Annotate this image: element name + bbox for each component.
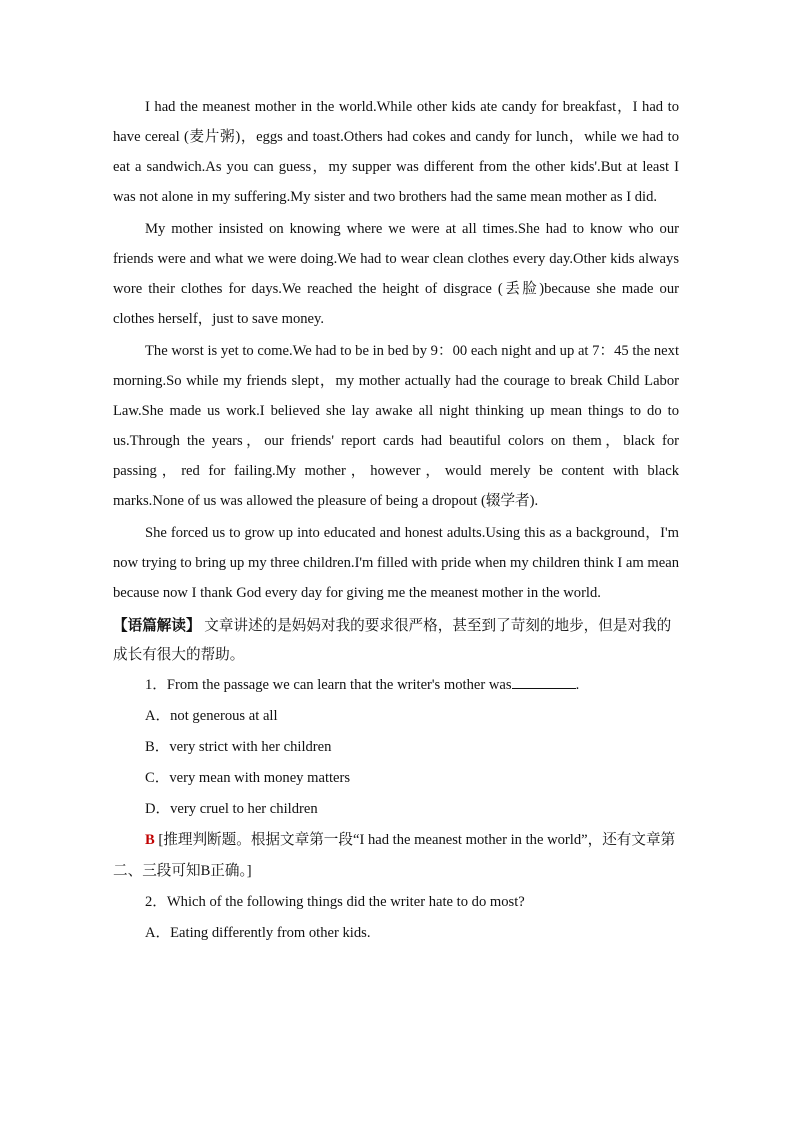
analysis-text: 文章讲述的是妈妈对我的要求很严格，甚至到了苛刻的地步，但是对我的成长有很大的帮助。: [113, 618, 672, 663]
question-1-answer: [113, 825, 679, 887]
question-1-option-b: B．very strict with her children: [145, 739, 332, 755]
passage-paragraph-4: She forced us to grow up into educated and honest adults.Using this as a background，I'm now trying to bring up my three children.I'm filled with pride when my children think I am mean because now I thank God every day for giving me the meanest mother in the world.: [113, 525, 679, 601]
reading-passage: [113, 92, 679, 608]
question-1-stem-end: .: [575, 677, 580, 693]
question-2-option-a: A．Eating differently from other kids.: [145, 925, 371, 941]
question-1-option-a: A．not generous at all: [145, 708, 278, 724]
question-1-explanation: [推理判断题。根据文章第一段“I had the meanest mother in the world”，还有文章第二、三段可知B正确。]: [113, 832, 676, 879]
question-2: [113, 887, 679, 949]
passage-paragraph-1: I had the meanest mother in the world.While other kids ate candy for breakfast，I had to have cereal (麦片粥)，eggs and toast.Others had cokes and candy for lunch，while we had to eat a sandwich.As you can guess，my supper was different from the other kids'.But at least I was not alone in my suffering.My sister and two brothers had the same mean mother as I did.: [113, 99, 679, 205]
passage-paragraph-3: The worst is yet to come.We had to be in bed by 9：00 each night and up at 7：45 the next morning.So while my friends slept，my mother actually had the courage to break Child Labor Law.She made us work.I believed she lay awake all night thinking up mean things to do to us.Through the years，our friends' report cards had beautiful colors on them，black for passing，red for failing.My mother，however，would merely be content with black marks.None of us was allowed the pleasure of being a dropout (辍学者).: [113, 343, 679, 509]
question-1-option-c: C．very mean with money matters: [145, 770, 351, 786]
question-2-stem: 2．Which of the following things did the writer hate to do most?: [145, 894, 525, 910]
analysis-label: 【语篇解读】: [113, 618, 201, 634]
passage-paragraph-2: My mother insisted on knowing where we were at all times.She had to know who our friends were and what we were doing.We had to wear clean clothes every day.Other kids always wore their clothes for days.We reached the height of disgrace (丢脸)because she made our clothes herself，just to save money.: [113, 221, 679, 327]
question-1-answer-letter: B: [145, 832, 155, 848]
document-content: [113, 92, 679, 949]
question-1-stem: [113, 670, 679, 701]
answer-blank: [512, 676, 576, 689]
question-1-option-d: D．very cruel to her children: [145, 801, 318, 817]
passage-analysis: [113, 612, 679, 670]
question-1-stem-text: 1．From the passage we can learn that the writer's mother was: [145, 677, 512, 693]
question-1: [113, 670, 679, 887]
